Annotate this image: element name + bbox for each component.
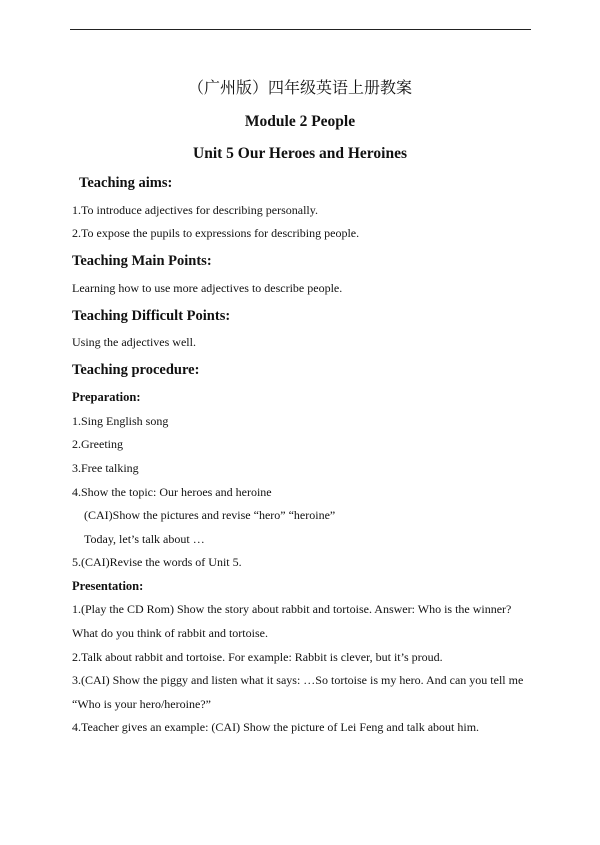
aim-item: 2.To expose the pupils to expressions for describing people. [72,226,360,240]
main-points-heading: Teaching Main Points: [72,253,212,269]
presentation-line: 4.Teacher gives an example: (CAI) Show the picture of Lei Feng and talk about him. [72,720,480,734]
preparation-line: (CAI)Show the pictures and revise “hero” “heroine” [84,508,336,522]
document-title-chinese: （广州版）四年级英语上册教案 [187,78,412,97]
header-rule [70,29,531,30]
presentation-line: What do you think of rabbit and tortoise. [72,626,268,640]
preparation-line: 4.Show the topic: Our heroes and heroine [72,485,272,499]
preparation-line: 3.Free talking [72,461,139,475]
presentation-line: 1.(Play the CD Rom) Show the story about rabbit and tortoise. Answer: Who is the winner? [72,602,512,616]
preparation-heading: Preparation: [72,390,141,404]
module-title: Module 2 People [244,113,356,130]
preparation-line: Today, let’s talk about … [84,532,205,546]
aim-item: 1.To introduce adjectives for describing personally. [72,203,318,217]
presentation-line: 2.Talk about rabbit and tortoise. For example: Rabbit is clever, but it’s proud. [72,650,443,664]
presentation-heading: Presentation: [72,579,144,593]
difficult-points-heading: Teaching Difficult Points: [72,308,231,324]
main-points-text: Learning how to use more adjectives to describe people. [72,281,343,295]
unit-title: Unit 5 Our Heroes and Heroines [193,145,407,162]
procedure-heading: Teaching procedure: [72,362,200,378]
preparation-line: 2.Greeting [72,437,123,451]
presentation-line: “Who is your hero/heroine?” [72,697,211,711]
difficult-points-text: Using the adjectives well. [72,335,196,349]
preparation-line: 1.Sing English song [72,414,169,428]
presentation-line: 3.(CAI) Show the piggy and listen what it says: …So tortoise is my hero. And can you tell me [72,673,524,687]
preparation-line: 5.(CAI)Revise the words of Unit 5. [72,555,242,569]
teaching-aims-heading: Teaching aims: [79,175,173,191]
